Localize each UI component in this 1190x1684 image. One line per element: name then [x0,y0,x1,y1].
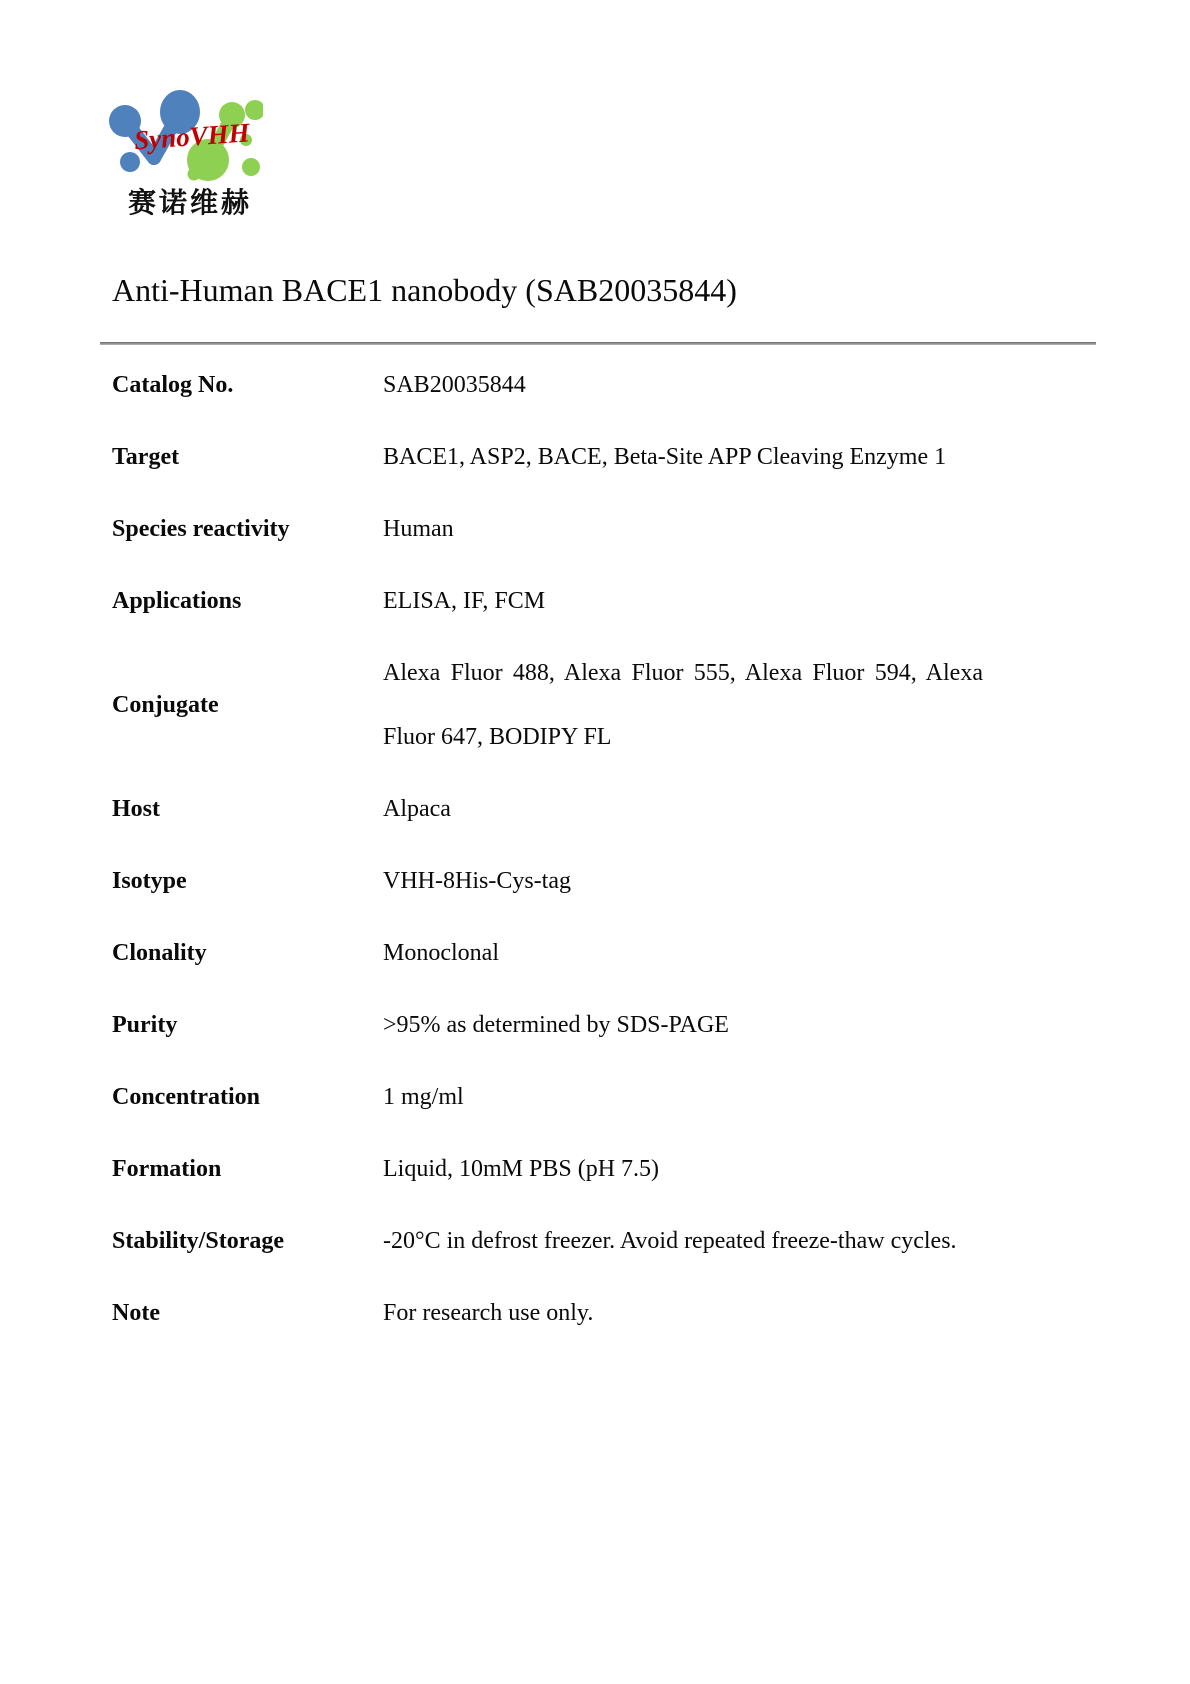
row-label: Formation [112,1156,222,1182]
row-value: Monoclonal [383,940,499,966]
table-row [112,773,992,845]
table-row [112,565,992,637]
logo-chinese-name: 赛诺维赫 [128,187,253,218]
row-value: SAB20035844 [383,372,526,398]
logo-blobs-graphic [108,88,263,184]
row-value: >95% as determined by SDS-PAGE [383,1012,729,1038]
company-logo [108,88,298,218]
row-label: Stability/Storage [112,1228,284,1254]
row-label: Note [112,1300,160,1326]
table-row [112,1133,992,1205]
row-label: Conjugate [112,692,219,718]
table-row [112,989,992,1061]
row-label: Target [112,444,180,470]
page-title: Anti-Human BACE1 nanobody (SAB20035844) [112,272,737,308]
logo-brand-text: SynoVHH [133,117,251,156]
row-label: Species reactivity [112,516,290,542]
table-row [112,349,992,421]
row-label: Host [112,796,160,822]
row-label: Concentration [112,1084,260,1110]
row-value: Liquid, 10mM PBS (pH 7.5) [383,1156,660,1182]
row-value: ELISA, IF, FCM [383,588,546,614]
table-row [112,1205,992,1277]
row-value: Alpaca [383,796,451,822]
table-row [112,493,992,565]
table-row [112,1061,992,1133]
spec-table [112,349,992,1349]
row-label: Applications [112,588,242,614]
row-label: Catalog No. [112,372,234,398]
logo-artwork [108,88,263,184]
row-label: Clonality [112,940,207,966]
row-value: -20°C in defrost freezer. Avoid repeated freeze-thaw cycles. [383,1228,957,1254]
row-label: Isotype [112,868,187,894]
title-divider [100,342,1096,345]
table-row [112,917,992,989]
table-row [112,1277,992,1349]
row-value: BACE1, ASP2, BACE, Beta-Site APP Cleaving Enzyme 1 [383,444,947,470]
table-row [112,637,992,773]
row-value: 1 mg/ml [383,1084,464,1110]
row-value: Human [383,516,454,542]
row-value: Alexa Fluor 488, Alexa Fluor 555, Alexa Fluor 594, Alexa Fluor 647, BODIPY FL [383,660,983,750]
table-row [112,421,992,493]
row-value: VHH-8His-Cys-tag [383,868,571,894]
row-label: Purity [112,1012,178,1038]
row-value: For research use only. [383,1300,594,1326]
table-row [112,845,992,917]
